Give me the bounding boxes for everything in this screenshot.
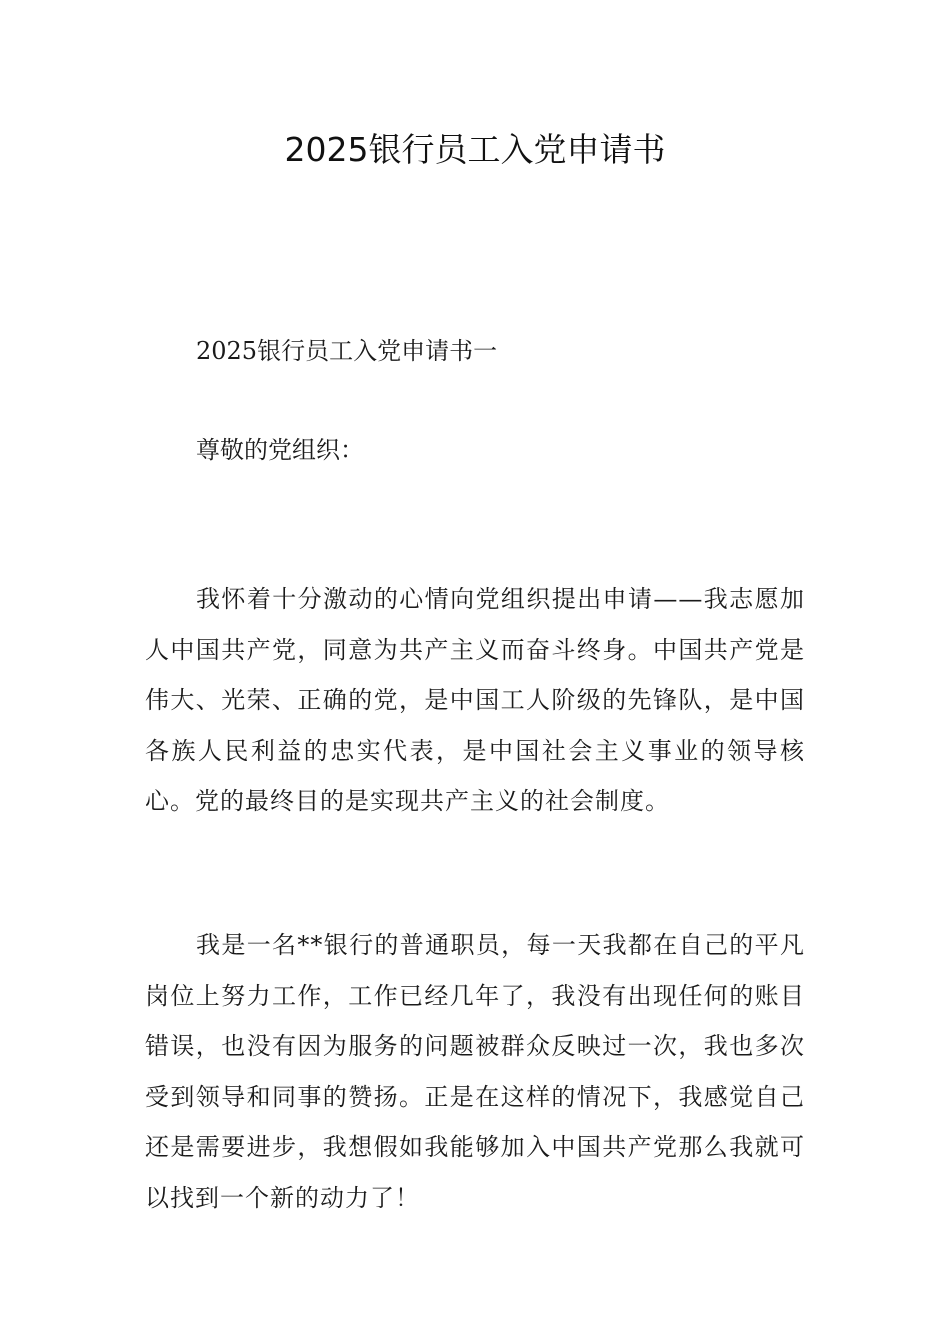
salutation: 尊敬的党组织： <box>196 436 364 464</box>
document-title: 2025银行员工入党申请书 <box>284 130 666 169</box>
body-paragraph: 我是一名**银行的普通职员，每一天我都在自己的平凡岗位上努力工作，工作已经几年了，我没有出现任何的账目错误，也没有因为服务的问题被群众反映过一次，我也多次受到领导和同事的赞扬。正是在这样的情况下，我感觉自己还是需要进步，我想假如我能够加入中国共产党那么我就可以找到一个新的动力了！ <box>145 931 805 1212</box>
body-paragraph: 我怀着十分激动的心情向党组织提出申请——我志愿加人中国共产党，同意为共产主义而奋斗终身。中国共产党是伟大、光荣、正确的党，是中国工人阶级的先锋队，是中国各族人民利益的忠实代表，是中国社会主义事业的领导核心。党的最终目的是实现共产主义的社会制度。 <box>145 585 805 815</box>
document-subtitle: 2025银行员工入党申请书一 <box>196 337 498 365</box>
